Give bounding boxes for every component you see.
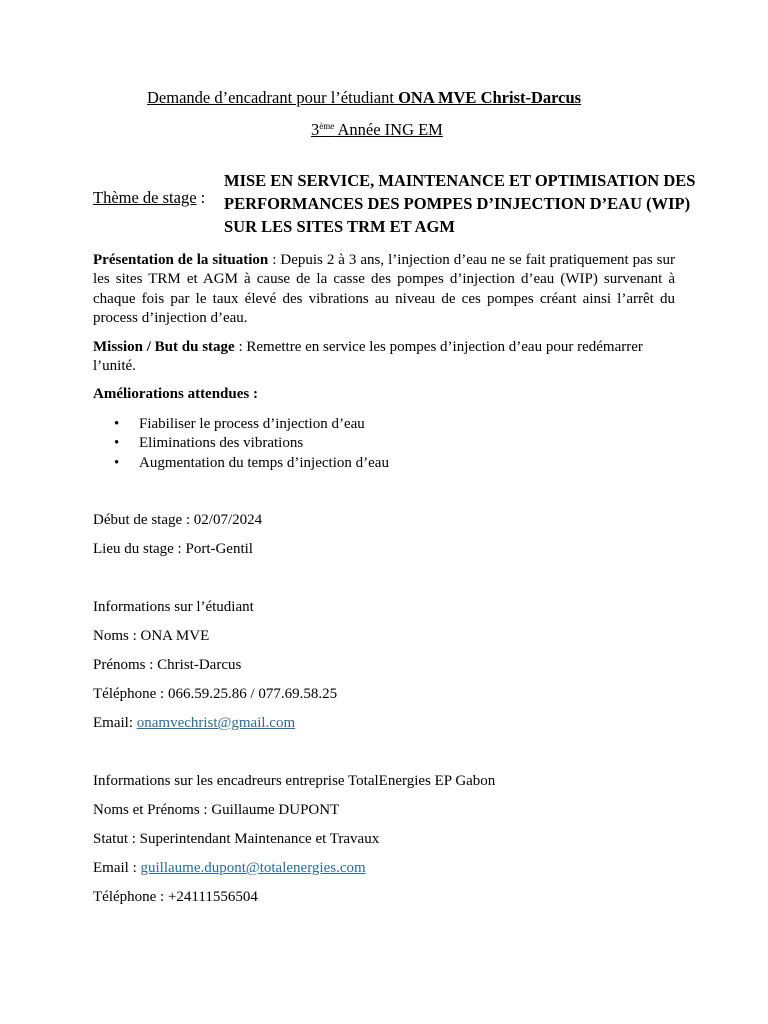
list-item-text: Fiabiliser le process d’injection d’eau [139, 416, 365, 432]
bullet-icon: • [114, 416, 120, 432]
supervisor-info-heading: Informations sur les encadreurs entreprise TotalEnergies EP Gabon [93, 773, 496, 789]
year-superscript: ème [319, 121, 335, 131]
student-first-name: Prénoms : Christ-Darcus [93, 657, 242, 673]
student-email-link[interactable]: onamvechrist@gmail.com [136, 715, 296, 731]
mission-paragraph [93, 338, 675, 377]
supervisor-email [93, 860, 366, 877]
presentation-text: : Depuis 2 à 3 ans, l’injection d’eau ne se fait pratiquement pas sur les sites TRM et AGM à cause de la casse des pompes d’injection d’eau (WIP) survenant à chaque fois par le taux élevé des vibrations au niveau de ces pompes créant ainsi l’arrêt du process d’injection d’eau. [93, 252, 675, 326]
list-item-text: Eliminations des vibrations [139, 435, 304, 452]
ameliorations-list [93, 415, 389, 473]
supervisor-phone: Téléphone : +24111556504 [93, 889, 258, 905]
theme-label-text: Thème de stage [93, 188, 197, 207]
presentation-paragraph [93, 251, 675, 328]
title-prefix: Demande d’encadrant pour l’étudiant [147, 88, 399, 107]
bullet-icon: • [114, 435, 120, 452]
student-email-label: Email: [93, 715, 137, 731]
theme-label [93, 188, 205, 208]
student-phone: Téléphone : 066.59.25.86 / 077.69.58.25 [93, 686, 338, 702]
stage-location: Lieu du stage : Port-Gentil [93, 541, 253, 557]
theme-label-colon: : [196, 188, 206, 207]
mission-text: : Remettre en service les pompes d’injection d’eau pour redémarrer l’unité. [93, 339, 643, 375]
list-item [93, 415, 389, 434]
ameliorations-heading: Améliorations attendues : [93, 386, 258, 402]
supervisor-status: Statut : Superintendant Maintenance et Travaux [93, 831, 380, 847]
student-email [93, 715, 295, 732]
supervisor-email-link[interactable]: guillaume.dupont@totalenergies.com [140, 860, 366, 876]
supervisor-email-label: Email : [93, 860, 141, 876]
student-last-name: Noms : ONA MVE [93, 628, 210, 644]
theme-line: MISE EN SERVICE, MAINTENANCE ET OPTIMISATION DES [224, 171, 696, 190]
list-item-text: Augmentation du temps d’injection d’eau [139, 454, 389, 471]
list-item [93, 434, 389, 453]
mission-label: Mission / But du stage [93, 339, 235, 355]
study-year [311, 120, 443, 140]
bullet-icon: • [114, 454, 120, 471]
list-item [93, 454, 389, 473]
theme-line: SUR LES SITES TRM ET AGM [224, 217, 455, 236]
stage-start-date: Début de stage : 02/07/2024 [93, 512, 263, 528]
supervisor-name: Noms et Prénoms : Guillaume DUPONT [93, 802, 340, 818]
theme-line: PERFORMANCES DES POMPES D’INJECTION D’EAU (WIP) [224, 194, 691, 213]
student-name: ONA MVE Christ-Darcus [398, 88, 582, 107]
presentation-label: Présentation de la situation [93, 252, 269, 268]
theme-title [224, 169, 754, 238]
student-info-heading: Informations sur l’étudiant [93, 599, 254, 615]
year-rest: Année ING EM [334, 120, 443, 139]
year-number: 3 [311, 120, 320, 139]
document-title [147, 88, 581, 108]
